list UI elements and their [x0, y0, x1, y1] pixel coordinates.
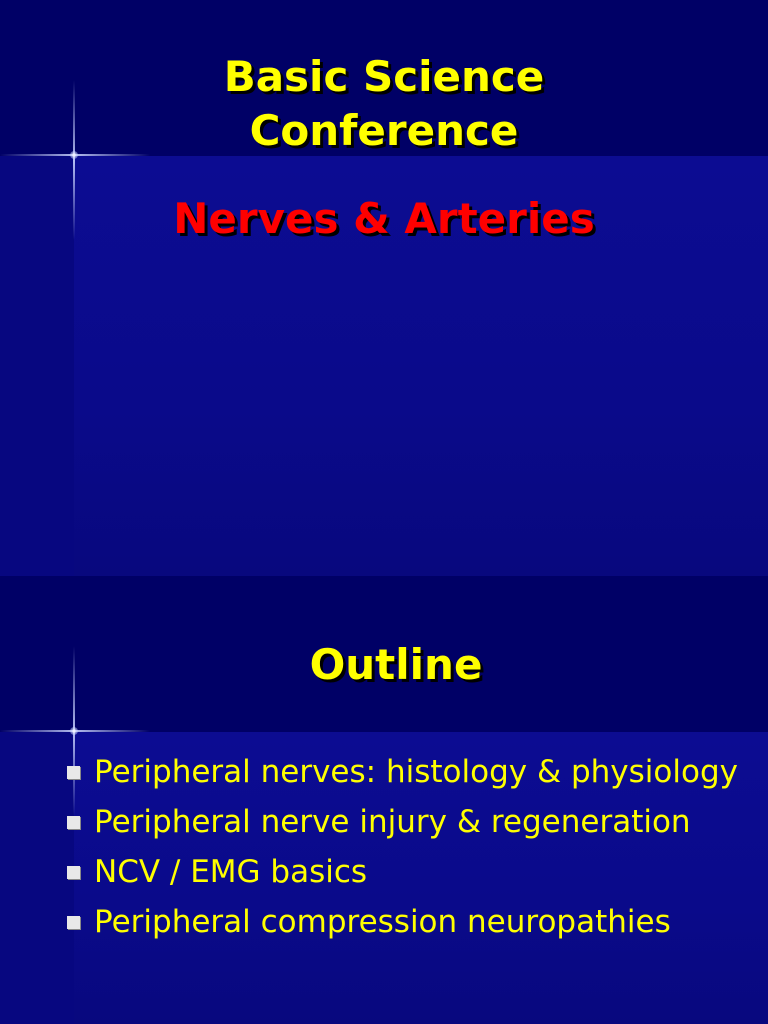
slide-title-line-1: Basic Science [223, 52, 545, 101]
square-bullet-icon [67, 766, 80, 779]
outline-slide [0, 576, 768, 1024]
bullet-text: NCV / EMG basics [94, 854, 368, 890]
outline-bullet-list [62, 752, 752, 952]
square-bullet-icon [67, 916, 80, 929]
bullet-text: Peripheral nerves: histology & physiology [94, 754, 738, 790]
slide-subtitle: Nerves & Arteries [173, 194, 595, 243]
outline-title: Outline [309, 640, 483, 689]
list-item [62, 752, 752, 792]
list-item [62, 852, 752, 892]
slide-title [0, 50, 768, 158]
list-item [62, 902, 752, 942]
slide-title-line-2: Conference [249, 106, 519, 155]
bullet-text: Peripheral compression neuropathies [94, 904, 671, 940]
list-item [62, 802, 752, 842]
square-bullet-icon [67, 866, 80, 879]
bullet-text: Peripheral nerve injury & regeneration [94, 804, 691, 840]
square-bullet-icon [67, 816, 80, 829]
